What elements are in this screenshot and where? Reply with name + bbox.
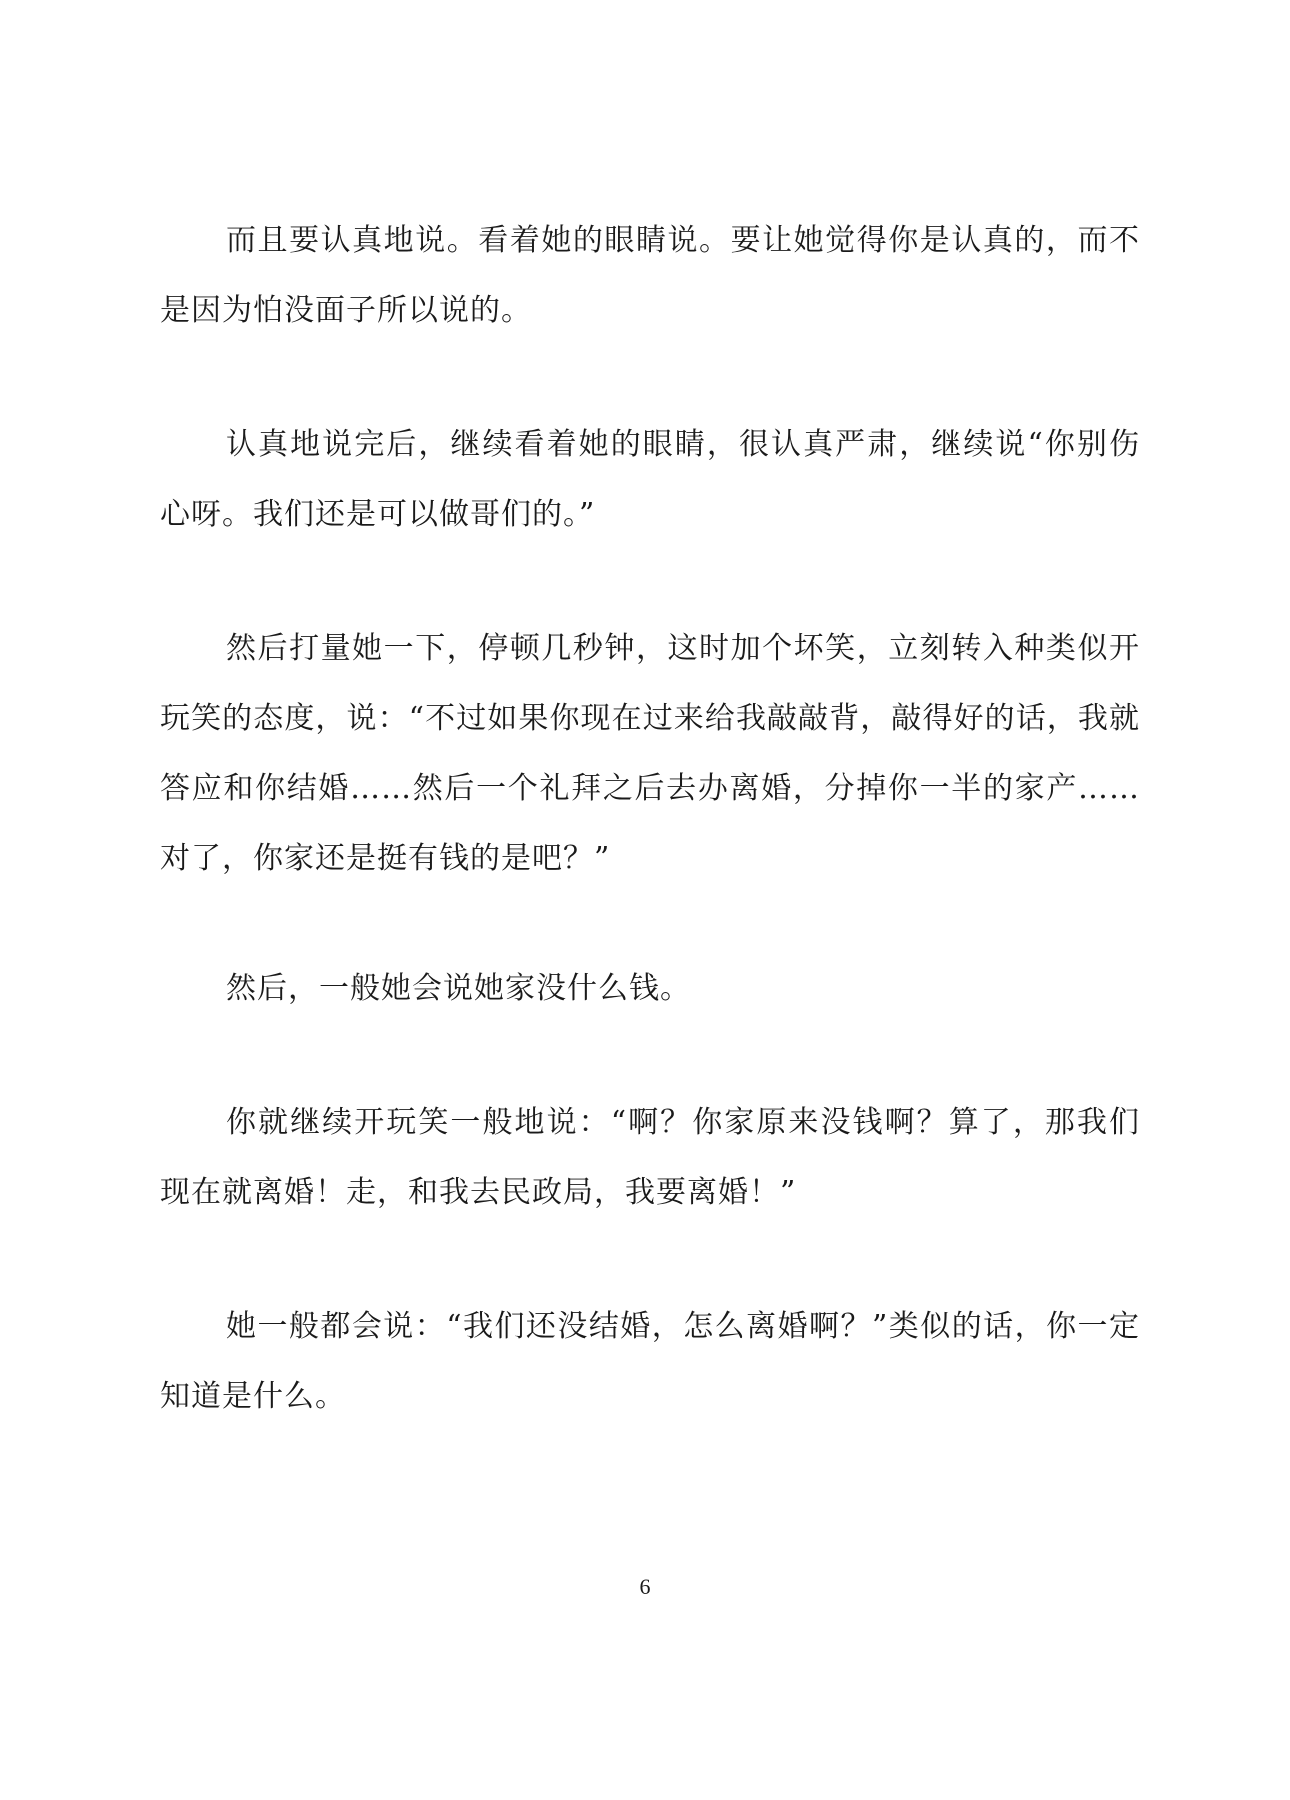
paragraph: 你就继续开玩笑一般地说：“啊？你家原来没钱啊？算了，那我们现在就离婚！走，和我去民政局，我要离婚！”	[160, 1105, 1140, 1210]
paragraph: 然后，一般她会说她家没什么钱。	[226, 971, 691, 1006]
paragraph: 而且要认真地说。看着她的眼睛说。要让她觉得你是认真的，而不是因为怕没面子所以说的。	[160, 223, 1140, 328]
page-number: 6	[639, 1574, 651, 1599]
paragraph: 认真地说完后，继续看着她的眼睛，很认真严肃，继续说“你别伤心呀。我们还是可以做哥们的。”	[160, 427, 1140, 532]
paragraph: 她一般都会说：“我们还没结婚，怎么离婚啊？”类似的话，你一定知道是什么。	[160, 1309, 1140, 1414]
paragraph: 然后打量她一下，停顿几秒钟，这时加个坏笑，立刻转入种类似开玩笑的态度，说：“不过如果你现在过来给我敲敲背，敲得好的话，我就答应和你结婚……然后一个礼拜之后去办离婚，分掉你一半的家产……对了，你家还是挺有钱的是吧？”	[160, 631, 1140, 876]
